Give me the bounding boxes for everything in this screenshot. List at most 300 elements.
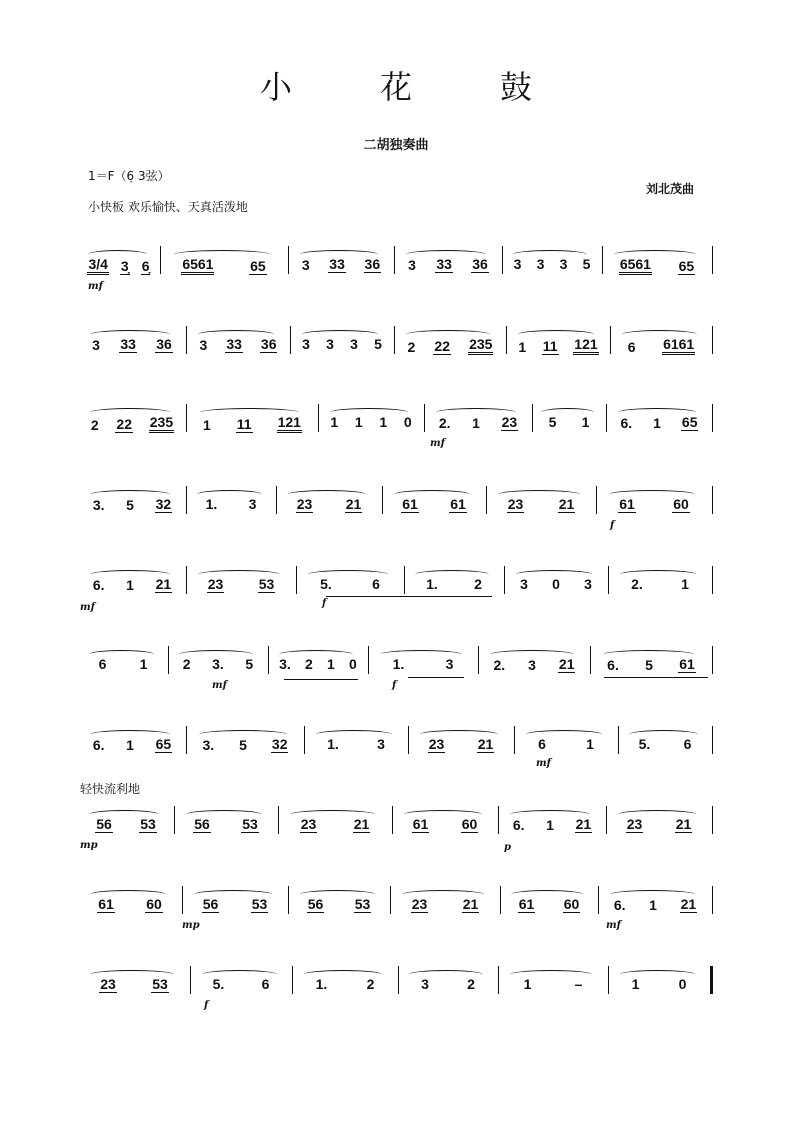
note-group: 21 [477,736,494,752]
slur [300,250,378,259]
note-group: 23 [428,736,445,752]
dynamic-mark: mf [88,281,103,292]
note-group: 3 [248,496,257,512]
note-group: 2 [182,656,191,672]
slur [380,650,462,659]
note-group: 5 [582,256,591,272]
barline [186,404,187,432]
slur [288,490,366,499]
barline [598,886,599,914]
measure [602,896,708,913]
note-group: 36 [364,256,381,272]
note-group: 1 [126,737,134,753]
measure [292,896,386,913]
note-group: 33 [120,336,136,352]
slur [498,490,580,499]
note-group: 56 [194,816,210,832]
measure [510,336,606,355]
note-group: 23 [296,496,313,512]
barline [404,566,405,594]
dynamic-mark: p [504,842,511,853]
note-group: 3. [279,656,291,672]
note-group: 22 [434,338,450,354]
note-group: 3 [513,256,522,272]
slur [90,490,170,499]
measure [502,976,604,992]
note-group: 2 [366,976,375,992]
note-group: 5. [320,576,332,592]
note-group: 56 [202,896,219,912]
note-group: 23 [501,414,518,430]
score-system [78,966,714,1008]
note-group: 3 [520,576,528,592]
note-group: 1 [681,576,689,592]
note-group: 1 [139,656,148,672]
note-group: 3 [302,336,310,352]
slur [622,330,697,339]
note-group: 5 [245,656,254,672]
note-group: 5. [212,976,225,992]
page-title [0,62,792,108]
note-group: 5 [548,414,557,430]
tempo-marking: 小快板 欢乐愉快、天真活泼地 [88,200,248,214]
note-group: 3 [528,657,536,673]
slur [516,570,593,579]
note-group: 1 [518,339,527,355]
note-group: 1 [631,976,640,992]
barline [712,726,713,754]
slur [620,970,695,979]
measure [190,336,286,353]
measure [190,496,272,512]
slur [490,650,573,659]
note-group: 1 [649,897,657,913]
note-group: 1 [523,976,532,992]
note-group: 6561 [181,256,214,275]
slur [420,730,498,739]
dynamic-mark: mf [212,680,227,691]
slur [330,408,408,417]
note-group: 1. [392,656,405,672]
note-group: 61 [619,496,635,512]
note-group: 23 [100,976,116,992]
barline [278,806,279,834]
note-group: 1 [203,417,211,433]
measure [282,816,388,833]
key-signature: 1＝F（6̣ 3弦） [88,169,170,183]
note-group: 61 [402,496,418,512]
note-group: 121 [277,414,302,433]
note-group: 6. [512,817,525,833]
note-group: 3 [536,256,545,272]
score-system [78,404,714,446]
note-group: 21 [558,496,575,512]
slur [510,810,590,819]
slur [194,890,272,899]
score-system [78,486,714,528]
barline [712,646,713,674]
note-group: 6̣ [141,258,150,274]
note-group: 56 [307,896,324,912]
note-group: 2 [474,576,482,592]
barline [174,806,175,834]
note-group: 3 [584,576,592,592]
measure [296,976,394,992]
note-group: 61 [450,496,466,512]
barline [712,404,713,432]
note-group: 32 [271,736,288,752]
note-group: 3. [92,497,105,513]
note-group: 36 [472,256,488,272]
note-group: 60 [146,896,162,912]
slur [89,810,159,819]
barline [712,886,713,914]
slur [179,650,253,659]
note-group: 60 [563,896,580,912]
note-group: 235 [468,336,493,355]
measure [82,816,170,833]
slur [90,570,170,579]
note-group: 3 [350,336,358,352]
note-group: 21 [680,896,697,912]
barline [498,806,499,834]
slur [415,570,489,579]
measure [398,256,498,273]
dynamic-mark: mf [430,438,445,449]
note-group: 21 [462,896,479,912]
barline [186,486,187,514]
note-group: 2 [467,976,475,992]
note-group: 53 [354,896,371,912]
note-group: 11 [236,416,252,432]
note-group: 22 [116,416,132,432]
note-group: 121 [573,336,598,355]
measure [82,336,182,353]
note-group: 60 [673,496,689,512]
slur [302,330,379,339]
note-group: 11 [542,338,558,354]
barline [504,566,505,594]
measure [186,896,284,913]
note-group: 21 [353,816,370,832]
slur [609,490,695,499]
barline [712,486,713,514]
note-group: 23 [411,896,428,912]
slur [541,408,594,417]
measure [394,896,496,913]
note-group: 61 [518,896,535,912]
measure [606,256,708,275]
barline [514,726,515,754]
barline [276,486,277,514]
barline [382,486,383,514]
barline [368,646,369,674]
measure [594,656,708,673]
measure [504,896,594,913]
barline [590,646,591,674]
note-group: 1. [327,736,339,752]
barline [398,966,399,994]
note-group: 21 [675,816,692,832]
note-group: 3 [421,976,429,992]
barline [288,246,289,274]
note-group: 1 [126,577,134,593]
slur [409,970,483,979]
note-group: 21 [575,816,592,832]
measure [294,336,390,352]
slur [90,408,170,417]
note-group: 65 [155,736,172,752]
note-group: 2 [407,339,416,355]
note-group: 65 [678,258,695,274]
note-group: 6 [261,976,270,992]
tempo-marking-2: 轻快流利地 [80,782,141,796]
note-group: 6. [92,737,105,753]
note-group: 6. [620,415,633,431]
note-group: 53 [242,816,258,832]
hairpin [408,677,464,678]
note-group: 23 [300,816,317,832]
measure [600,496,708,513]
barline [392,806,393,834]
barline [288,886,289,914]
note-group: 1 [330,414,339,430]
note-group: 5. [638,736,651,752]
note-group: 2. [438,415,451,431]
slur [198,570,280,579]
note-group: 3 [408,257,416,273]
measure [428,414,528,431]
dynamic-mark: mp [80,840,98,851]
note-group: 21 [345,496,362,512]
note-group: 6. [613,897,626,913]
measure [280,496,378,513]
barline [296,566,297,594]
slur [174,250,270,259]
slur [618,408,696,417]
measure [610,816,708,833]
score-system [78,806,714,848]
slur [406,330,489,339]
measure [194,976,288,992]
slur [513,250,587,259]
note-group: 53 [251,896,268,912]
note-group: 33 [226,336,242,352]
barline [606,404,607,432]
note-group: 1 [327,656,335,672]
note-group: 61 [98,896,114,912]
slur [290,810,375,819]
barline [502,246,503,274]
measure [190,414,314,433]
slur [436,408,516,417]
measure [190,576,292,593]
score-system [78,246,714,288]
note-group: 1 [546,817,554,833]
measure [82,256,156,275]
barline [602,246,603,274]
barline [608,966,609,994]
barline [478,646,479,674]
slur [202,970,277,979]
score-system [78,326,714,368]
note-group: 3 [559,256,568,272]
title-char-1: 小 [259,68,292,106]
barline [424,404,425,432]
note-group: 3̣ [120,258,129,274]
slur [90,890,167,899]
slur [629,730,698,739]
note-group: 53 [152,976,168,992]
note-group: 1. [205,496,218,512]
slur [197,490,263,499]
measure [508,576,604,592]
dynamic-mark: mf [606,920,621,931]
note-group: 3/4 [87,256,108,275]
measure [82,736,182,753]
barline [160,246,161,274]
note-group: 6161 [662,336,695,355]
note-group: 61 [679,656,695,672]
slur [510,970,592,979]
barline [408,726,409,754]
note-group: 2. [631,576,643,592]
slur [394,490,471,499]
measure [408,576,500,592]
barline [712,806,713,834]
note-group: 1 [653,415,661,431]
hairpin [326,596,492,597]
score-system [78,726,714,768]
measure [614,336,708,355]
note-group: 1. [426,576,438,592]
barline [486,486,487,514]
measure [536,414,602,430]
slur [89,650,155,659]
note-group: 6 [98,656,107,672]
measure [172,656,264,672]
note-group: 0 [403,414,412,430]
note-group: 3 [377,736,385,752]
slur [620,570,697,579]
measure [308,736,404,752]
barline [292,966,293,994]
note-group: 0 [678,976,687,992]
note-group: 3. [212,656,224,672]
slur [610,890,695,899]
dynamic-mark: f [392,680,397,691]
dynamic-mark: f [322,598,327,609]
note-group: 6 [627,339,636,355]
barline [168,646,169,674]
note-group: 6. [92,577,105,593]
slur [518,330,595,339]
note-group: 65 [250,258,266,274]
barline [394,246,395,274]
slur [316,730,393,739]
note-group: 5 [374,336,382,352]
note-group: 53 [140,816,156,832]
measure [612,976,706,992]
note-group: 5 [126,497,134,513]
slur [511,890,583,899]
measure [300,576,400,592]
note-group: 23 [207,576,224,592]
barline [498,966,499,994]
note-group: 60 [461,816,478,832]
note-group: 6. [607,657,619,673]
note-group: 61 [412,816,429,832]
note-group: 53 [258,576,275,592]
note-group: 0 [349,656,357,672]
note-group: 1. [315,976,328,992]
dynamic-mark: mf [80,602,95,613]
note-group: 36 [156,336,172,352]
slur [198,330,275,339]
note-group: 1 [586,736,594,752]
slur [186,810,263,819]
note-group: 0 [552,576,560,592]
note-group: 3 [199,337,208,353]
barline [186,726,187,754]
measure [82,976,186,993]
measure [82,414,182,433]
barline [304,726,305,754]
measure [518,736,614,752]
measure [82,896,178,913]
note-group: 33 [329,256,345,272]
barline [394,326,395,354]
note-group: 1 [354,414,363,430]
barline [606,806,607,834]
note-group: 23 [626,816,643,832]
barline [500,886,501,914]
note-group: 33 [436,256,452,272]
dynamic-mark: mp [182,920,200,931]
note-group: 1 [581,414,590,430]
subtitle: 二胡独奏曲 [363,138,429,153]
barline [618,726,619,754]
note-group: 3 [326,336,334,352]
measure [612,576,708,592]
dynamic-mark: f [204,1000,209,1011]
note-group: 2 [305,656,313,672]
title-char-3: 鼓 [500,68,533,106]
note-group: 36 [260,336,277,352]
measure [82,496,182,513]
barline [608,566,609,594]
slur [603,650,694,659]
note-group: 3 [445,656,454,672]
barline [710,966,713,994]
note-group: 2. [493,657,506,673]
measure [622,736,708,752]
measure [82,576,182,593]
composer: 刘北茂曲 [646,182,695,196]
barline [318,404,319,432]
measure [82,656,164,672]
barline [610,326,611,354]
barline [186,326,187,354]
hairpin [284,679,358,680]
note-group: 32 [155,496,172,512]
note-group: 235 [149,414,174,433]
slur [279,650,353,659]
barline [268,646,269,674]
slur [90,730,170,739]
note-group: 2 [90,417,99,433]
title-char-2: 花 [379,68,412,106]
